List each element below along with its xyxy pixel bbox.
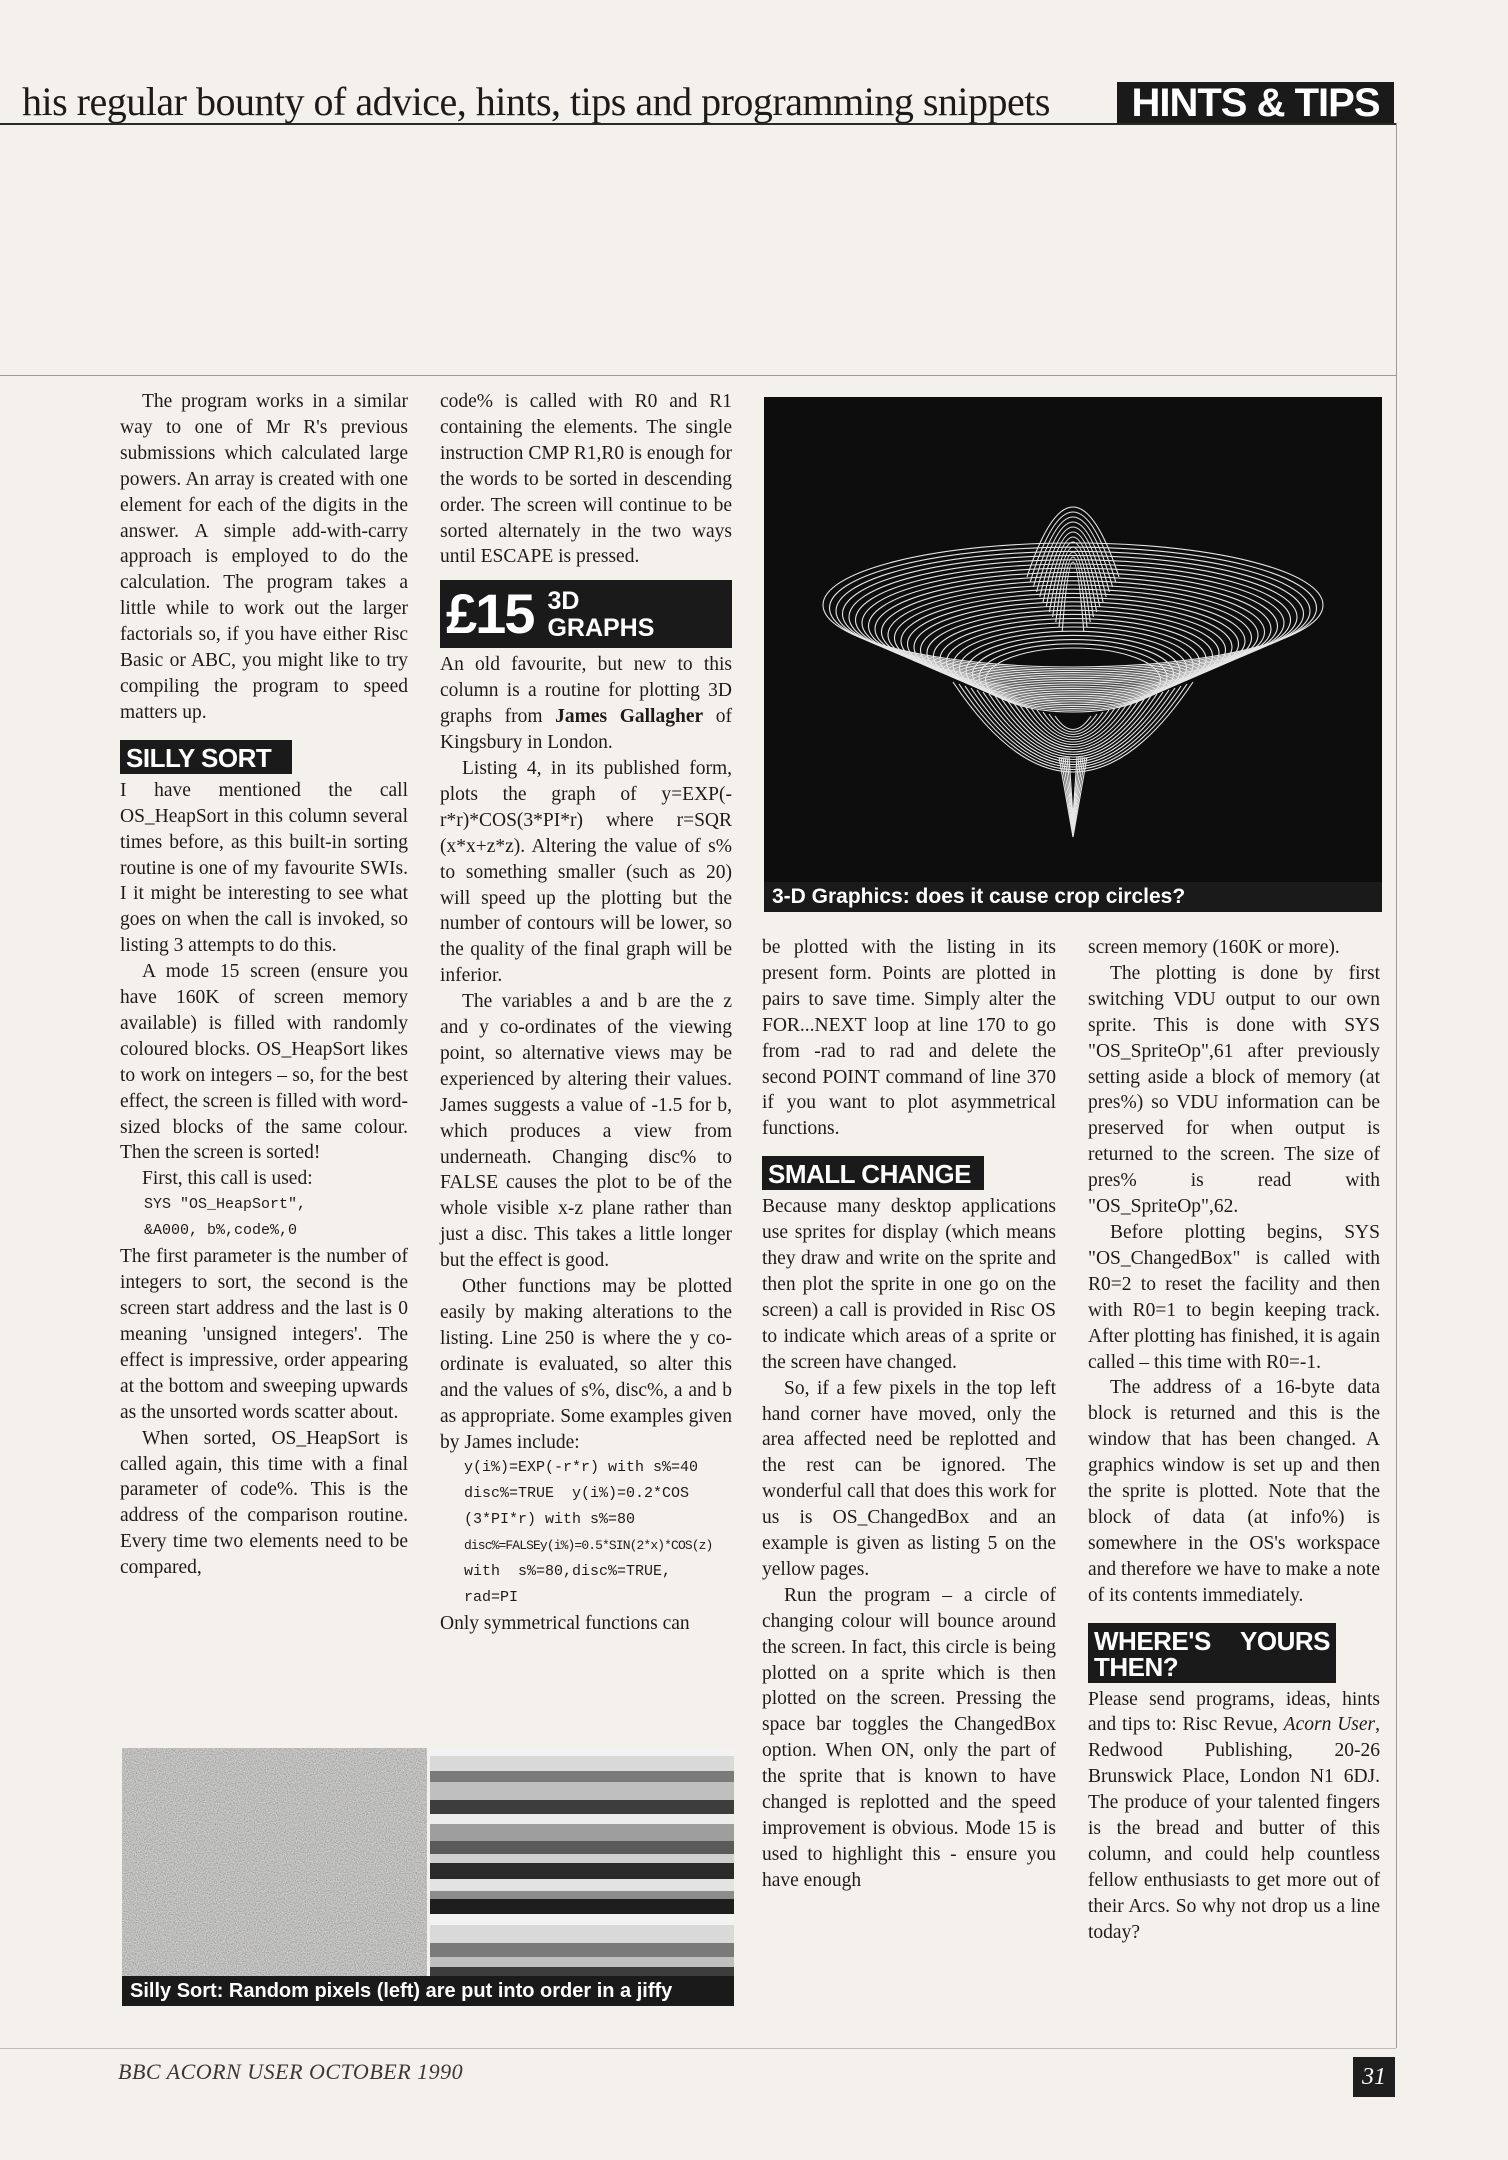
contour-line	[947, 623, 1200, 701]
top-rule	[0, 123, 1396, 125]
magazine-name: Acorn User	[1283, 1714, 1376, 1736]
sorted-band	[430, 1756, 734, 1771]
col3-paragraph: Run the program – a circle of changing colour will bounce around the screen. In fact, this circle is being plotted on a sprite which is then plotted on the screen. Pressing the space bar toggles the ChangedBox option. When ON, only the part of the sprite that is known to have changed is replotted and the speed improvement is obvious. Mode 15 is used to highlight this - ensure you have enough	[762, 1584, 1056, 1891]
sorted-band	[430, 1899, 734, 1914]
sorted-band	[430, 1771, 734, 1782]
code-line: (3*PI*r) with s%=80	[464, 1511, 636, 1529]
page-number: 31	[1353, 2057, 1395, 2097]
sorted-band	[430, 1814, 734, 1824]
prize-title-line1: 3D	[547, 587, 580, 616]
column-1	[120, 389, 408, 1581]
section-badge: HINTS & TIPS	[1117, 82, 1394, 124]
sorted-band	[430, 1925, 734, 1943]
wireframe-graph-image	[764, 397, 1382, 911]
col2-paragraph: Only symmetrical functions can	[440, 1613, 690, 1635]
sorted-band	[430, 1967, 734, 1976]
col1-paragraph: First, this call is used:	[142, 1168, 313, 1190]
col1-intro: The program works in a similar way to one of Mr R's previous submissions which calculated large powers. An array is created with one element for each of the digits in the answer. A simple add-with-carry approach is employed to do the calculation. The program takes a little while to work out the larger factorials so, if you have either Risc Basic or ABC, you might like to try compiling the program to speed matters up.	[120, 391, 408, 723]
footer-publication: BBC ACORN USER OCTOBER 1990	[118, 2059, 464, 2084]
sorted-band	[430, 1943, 734, 1957]
code-line: y(i%)=EXP(-r*r) with s%=40	[464, 1459, 699, 1477]
sorted-band	[430, 1914, 734, 1925]
col1-paragraph: When sorted, OS_HeapSort is called again, this time with a final parameter of code%. This is the address of the comparison routine. Every time two elements need to be compared,	[120, 1427, 408, 1579]
sort-screens-image	[122, 1748, 734, 1976]
text-run: , Redwood Publishing, 20-26 Brunswick Place, London N1 6DJ. The produce of your talented fingers is the bread and butter of this column, and could help countless fellow enthusiasts to get more out of their Arcs. So why not drop us a line today?	[1088, 1714, 1380, 1943]
sorted-band	[430, 1748, 734, 1756]
sort-photo	[122, 1748, 734, 1976]
graphics-caption: 3-D Graphics: does it cause crop circles?	[764, 882, 1382, 912]
col4-paragraph: The address of a 16-byte data block is returned and this is the window that has been changed. A graphics window is set up and then the sprite is plotted. Note that the block of data (at info%) is somewhere in the OS's workspace and therefore we have to make a note of its contents immediately.	[1088, 1377, 1380, 1606]
sorted-pixels-screen	[430, 1748, 734, 1976]
author-name: James Gallagher	[555, 706, 704, 728]
code-line: with s%=80,disc%=TRUE,	[464, 1563, 672, 1581]
col2-paragraph: Listing 4, in its published form, plots the graph of y=EXP(-r*r)*COS(3*PI*r) where r=SQR (x*x+z*z). Altering the value of s% to something smaller (such as 20) will speed up the plotting but the number of contours will be lower, so the quality of the final graph will be inferior.	[440, 757, 732, 987]
contour-line	[1037, 710, 1109, 737]
random-pixels-screen	[122, 1748, 427, 1976]
prize-title	[547, 580, 654, 642]
middle-rule	[0, 375, 1396, 376]
graphics-photo	[764, 397, 1382, 911]
code-line: disc%=TRUE y(i%)=0.2*COS	[464, 1485, 690, 1503]
col2-paragraph: code% is called with R0 and R1 containing the elements. The single instruction CMP R1,R0 is enough for the words to be sorted in descending order. The screen will continue to be sorted alternately in the two ways until ESCAPE is pressed.	[440, 391, 732, 568]
sorted-band	[430, 1891, 734, 1899]
sorted-band	[430, 1841, 734, 1854]
col4-paragraph	[1088, 1687, 1380, 1946]
sorted-band	[430, 1957, 734, 1967]
col2-paragraph	[440, 652, 732, 756]
prize-title-line2: GRAPHS	[547, 614, 655, 643]
sort-caption: Silly Sort: Random pixels (left) are put into order in a jiffy	[122, 1976, 734, 2006]
col1-paragraph: I have mentioned the call OS_HeapSort in this column several times before, as this built-in sorting routine is one of my favourite SWIs. I it might be interesting to see what goes on when the call is invoked, so listing 3 attempts to do this.	[120, 779, 408, 957]
small-change-heading: SMALL CHANGE	[762, 1156, 984, 1190]
prize-amount: £15	[446, 582, 534, 646]
col4-paragraph: screen memory (160K or more).	[1088, 937, 1340, 958]
text-run: Please send programs, ideas, hints and tips to: Risc Revue,	[1088, 1688, 1380, 1736]
code-line: SYS "OS_HeapSort",	[144, 1196, 307, 1214]
code-line: disc%=FALSEy(i%)=0.5*SIN(2*x)*COS(z)	[464, 1538, 713, 1554]
sorted-band	[430, 1782, 734, 1800]
col4-paragraph: The plotting is done by first switching VDU output to our own sprite. This is done with SYS "OS_SpriteOp",61 after previously setting aside a block of memory (at pres%) so VDU information can be preserved for when output is returned to the screen. The size of pres% is read with "OS_SpriteOp",62.	[1088, 962, 1380, 1218]
sorted-band	[430, 1854, 734, 1863]
prize-banner	[440, 580, 732, 648]
column-2	[440, 389, 732, 1637]
col4-paragraph: Before plotting begins, SYS "OS_ChangedBox" is called with R0=2 to reset the facility and then with R0=1 to begin keeping track. After plotting has finished, it is again called – this time with R0=-1.	[1088, 1221, 1380, 1373]
sorted-band	[430, 1824, 734, 1841]
code-line: rad=PI	[464, 1589, 519, 1607]
text-run: of Kingsbury in London.	[440, 706, 732, 754]
col3-paragraph: Because many desktop applications use sprites for display (which means they draw and write on the sprite and then plot the sprite in one go on the screen) a call is provided in Risc OS to indicate which areas of a sprite or the screen have changed.	[762, 1196, 1056, 1373]
col2-paragraph: Other functions may be plotted easily by making alterations to the listing. Line 250 is where the y co-ordinate is evaluated, so alter this and the values of s%, disc%, a and b as appropriate. Some examples given by James include:	[440, 1276, 732, 1453]
sorted-band	[430, 1800, 734, 1814]
bottom-rule	[0, 2048, 1396, 2049]
col1-paragraph: A mode 15 screen (ensure you have 160K of screen memory available) is filled with randomly coloured blocks. OS_HeapSort likes to work on integers – so, for the best effect, the screen is filled with word-sized blocks of the same colour. Then the screen is sorted!	[120, 961, 408, 1164]
sorted-band	[430, 1879, 734, 1891]
silly-sort-heading: SILLY SORT	[120, 740, 292, 774]
wheres-yours-heading: WHERE'S YOURS THEN?	[1088, 1623, 1336, 1683]
text-run: An old favourite, but new to this column is a routine for plotting 3D graphs from	[440, 654, 732, 728]
col1-paragraph: The first parameter is the number of integers to sort, the second is the screen start address and the last is 0 meaning 'unsigned integers'. The effect is impressive, order appearing at the bottom and sweeping upwards as the unsorted words scatter about.	[120, 1246, 408, 1423]
column-3	[762, 935, 1056, 1894]
code-line: &A000, b%,code%,0	[144, 1222, 298, 1240]
column-4	[1088, 935, 1380, 1946]
sorted-band	[430, 1863, 734, 1879]
col2-paragraph: The variables a and b are the z and y co-ordinates of the viewing point, so alternative views may be experienced by altering their values. James suggests a value of -1.5 for b, which produces a view from underneath. Changing disc% to FALSE causes the plot to be of the whole visible x-z plane rather than just a disc. This takes a little longer but the effect is good.	[440, 991, 732, 1272]
right-rule	[1396, 123, 1397, 2048]
col3-paragraph: So, if a few pixels in the top left hand corner have moved, only the area affected need be replotted and the rest can be ignored. The wonderful call that does this work for us is OS_ChangedBox and an example is given as listing 5 on the yellow pages.	[762, 1377, 1056, 1580]
col3-paragraph: be plotted with the listing in its present form. Points are plotted in pairs to save time. Simply alter the FOR...NEXT loop at line 170 to go from -rad to rad and delete the second POINT command of line 370 if you want to plot asymmetrical functions.	[762, 937, 1056, 1140]
page-headline: his regular bounty of advice, hints, tips and programming snippets	[22, 79, 1050, 124]
